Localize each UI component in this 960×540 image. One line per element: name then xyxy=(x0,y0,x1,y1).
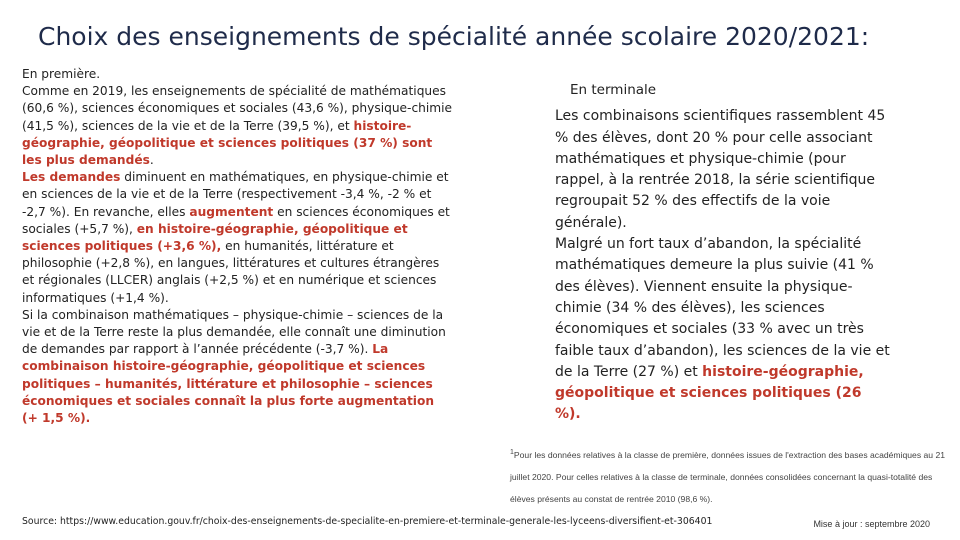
premiere-p2-highlight-histoire: en histoire-géographie, géopolitique et sciences politiques (+3,6 %), xyxy=(22,221,408,254)
slide-title: Choix des enseignements de spécialité année scolaire 2020/2021: xyxy=(38,22,870,51)
premiere-p3-text-a: Si la combinaison mathématiques – physique-chimie – sciences de la vie et de la Terre reste la plus demandée, elle connaît une diminution de demandes par rapport à l’année précédente (-3,7 %). xyxy=(22,307,446,357)
terminale-column xyxy=(555,80,890,426)
premiere-p2-text-b: en sciences économiques et sociales (+5,7 %), xyxy=(22,204,450,236)
premiere-paragraph-1 xyxy=(22,83,454,169)
terminale-paragraph-2 xyxy=(555,234,890,426)
premiere-p3-highlight: La combinaison histoire-géographie, géopolitique et sciences politiques xyxy=(22,342,426,391)
premiere-p1-end: . xyxy=(149,153,154,168)
premiere-p2-highlight-augmentent: augmentent xyxy=(189,204,274,219)
premiere-p2-highlight-demandes: Les demandes xyxy=(22,170,121,185)
premiere-p2-text-a: diminuent en mathématiques, en physique-chimie et en sciences de la vie et de la Terre (respectivement -3,4 %, -2 % et -2,7 %). En revanche, elles xyxy=(22,170,449,219)
terminale-heading: En terminale xyxy=(570,82,657,98)
terminale-p2-text: Malgré un fort taux d’abandon, la spécialité mathématiques demeure la plus suivie (41 % des élèves). Viennent ensuite la physique-chimie (34 % des élèves), les sciences économiques et sociales (33 % avec un très faible taux d’abandon), les sciences de la vie et de la Terre (27 %) et xyxy=(555,236,890,380)
premiere-paragraph-2 xyxy=(22,169,454,307)
premiere-p1-text: Comme en 2019, les enseignements de spécialité de mathématiques (60,6 %), sciences économiques et sociales (43,6 %), physique-chimie (41,5 %), sciences de la vie et de la Terre (39,5 %), et xyxy=(22,84,453,133)
premiere-p3-text-b: – humanités, littérature et philosophie – sciences économiques et sociales connaît la plus forte augmentation (+ 1,5 %). xyxy=(22,376,435,426)
terminale-paragraph-1: Les combinaisons scientifiques rassemblent 45 % des élèves, dont 20 % pour celle associant mathématiques et physique-chimie (pour rappel, à la rentrée 2018, la série scientifique regroupait 52 % des effectifs de la voie générale). xyxy=(555,108,886,231)
premiere-paragraph-3 xyxy=(22,307,454,427)
premiere-p2-text-c: en humanités, littérature et philosophie (+2,8 %), en langues, littératures et cultures étrangères et régionales (LLCER) anglais (+2,5 %) et en numérique et sciences informatiques (+1,4 %). xyxy=(22,239,440,305)
footnote xyxy=(510,442,955,510)
premiere-column xyxy=(22,66,454,427)
footnote-marker: 1 xyxy=(510,449,514,456)
source-link[interactable]: Source: https://www.education.gouv.fr/choix-des-enseignements-de-specialite-en-premiere-et-terminale-generale-les-lyceens-diversifient-et-306401 xyxy=(22,516,713,527)
premiere-p1-highlight: histoire-géographie, géopolitique et sciences politiques (37 %) sont les plus demandés xyxy=(22,118,433,168)
terminale-p2-highlight: histoire-géographie, géopolitique et sciences politiques (26 %). xyxy=(555,363,864,423)
footnote-text: Pour les données relatives à la classe de première, données issues de l'extraction des bases académiques au 21 juillet 2020. Pour celles relatives à la classe de terminale, données consolidées concernant la quasi-totalité des élèves présents au constat de rentrée 2010 (98,6 %). xyxy=(510,449,946,504)
premiere-heading: En première. xyxy=(22,67,101,81)
update-date: Mise à jour : septembre 2020 xyxy=(813,519,930,529)
